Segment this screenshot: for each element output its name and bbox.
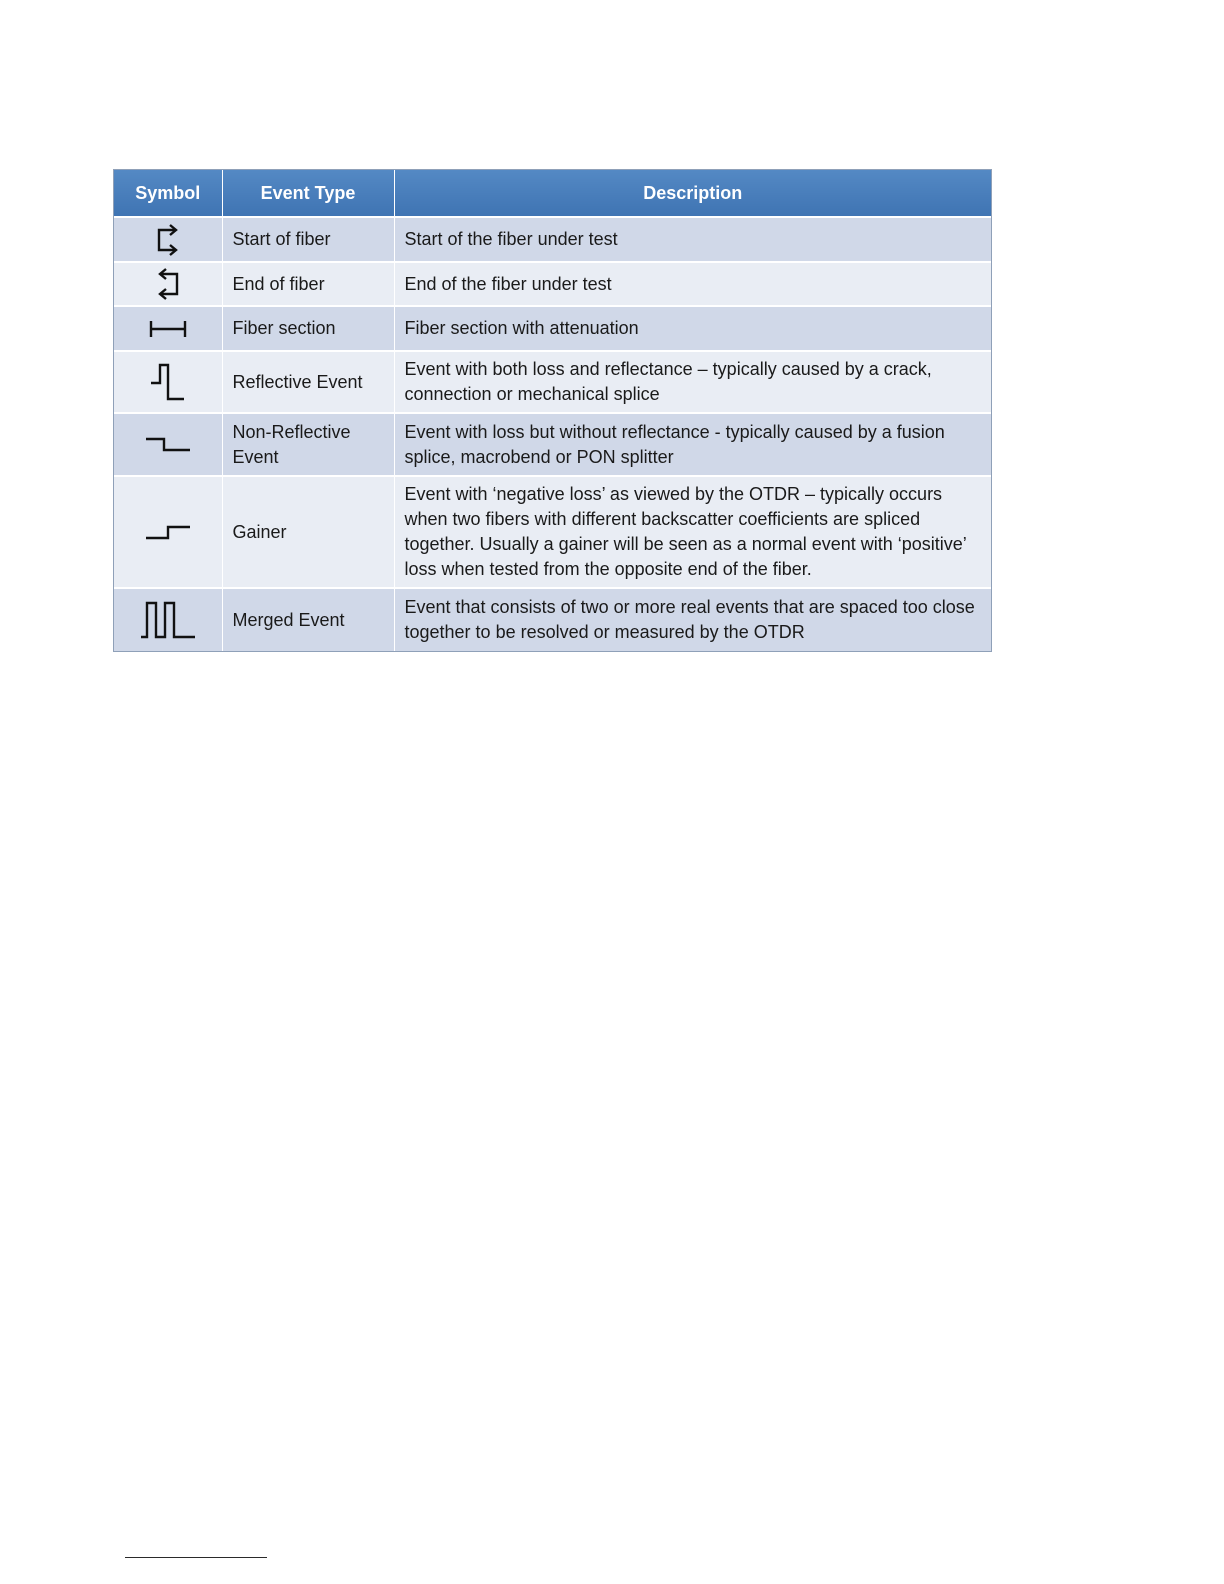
description-cell: Event with loss but without reflectance - typically caused by a fusion splice, macrobend or PON splitter xyxy=(394,413,991,476)
event-type-cell: Reflective Event xyxy=(222,351,394,413)
description-cell: Start of the fiber under test xyxy=(394,217,991,262)
description-cell: Fiber section with attenuation xyxy=(394,306,991,351)
description-cell: Event with both loss and reflectance – typically caused by a crack, connection or mechanical splice xyxy=(394,351,991,413)
description-cell: Event with ‘negative loss’ as viewed by the OTDR – typically occurs when two fibers with different backscatter coefficients are spliced together. Usually a gainer will be seen as a normal event with ‘positive’ loss when tested from the opposite end of the fiber. xyxy=(394,476,991,588)
end-of-fiber-icon xyxy=(153,267,183,301)
event-table xyxy=(114,170,991,651)
symbol-cell xyxy=(114,262,222,306)
table-row xyxy=(114,306,991,351)
start-of-fiber-icon xyxy=(153,223,183,257)
symbol-cell xyxy=(114,306,222,351)
fiber-section-icon xyxy=(148,318,188,340)
gainer-icon xyxy=(144,522,192,542)
event-type-cell: Fiber section xyxy=(222,306,394,351)
event-type-cell: Merged Event xyxy=(222,588,394,651)
description-cell: Event that consists of two or more real events that are spaced too close together to be resolved or measured by the OTDR xyxy=(394,588,991,651)
table-row xyxy=(114,217,991,262)
header-symbol: Symbol xyxy=(114,170,222,217)
footnote-separator xyxy=(125,1557,267,1558)
symbol-cell xyxy=(114,351,222,413)
symbol-cell xyxy=(114,413,222,476)
table-row xyxy=(114,588,991,651)
header-event-type: Event Type xyxy=(222,170,394,217)
description-cell: End of the fiber under test xyxy=(394,262,991,306)
table-row xyxy=(114,351,991,413)
non-reflective-event-icon xyxy=(144,435,192,455)
reflective-event-icon xyxy=(149,361,187,403)
event-type-cell: Start of fiber xyxy=(222,217,394,262)
merged-event-icon xyxy=(139,599,197,641)
event-type-cell: End of fiber xyxy=(222,262,394,306)
table-header-row xyxy=(114,170,991,217)
otdr-event-table xyxy=(113,169,992,652)
event-type-cell: Gainer xyxy=(222,476,394,588)
header-description: Description xyxy=(394,170,991,217)
symbol-cell xyxy=(114,476,222,588)
symbol-cell xyxy=(114,217,222,262)
event-type-cell: Non-Reflective Event xyxy=(222,413,394,476)
table-row xyxy=(114,476,991,588)
table-row xyxy=(114,413,991,476)
symbol-cell xyxy=(114,588,222,651)
table-row xyxy=(114,262,991,306)
